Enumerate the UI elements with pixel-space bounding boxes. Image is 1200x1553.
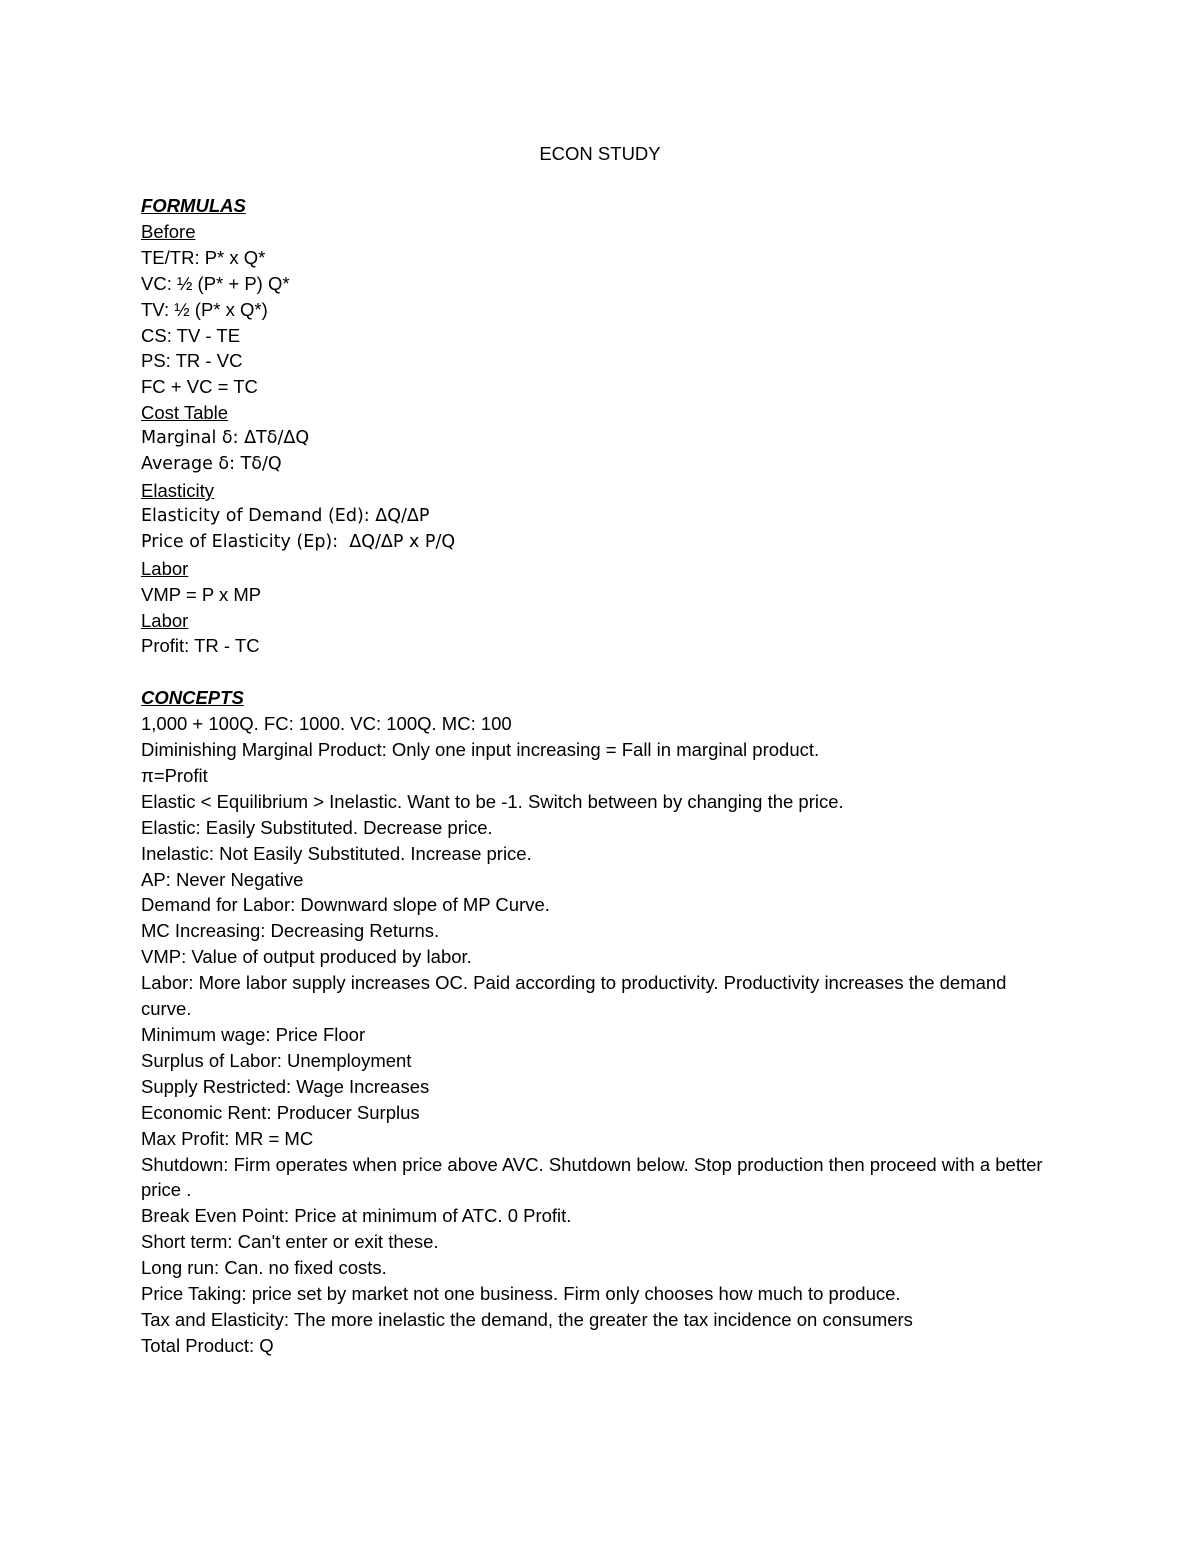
concept-line: Shutdown: Firm operates when price above AVC. Shutdown below. Stop production then proceed with a better price . <box>141 1153 1048 1201</box>
concept-line: MC Increasing: Decreasing Returns. <box>141 920 440 942</box>
formula-line: Average δ: Tδ/Q <box>141 454 282 475</box>
concept-line: Break Even Point: Price at minimum of ATC. 0 Profit. <box>141 1205 572 1227</box>
formula-line: FC + VC = TC <box>141 376 258 398</box>
document-title: ECON STUDY <box>539 143 661 164</box>
formula-line: Price of Elasticity (Ep): ΔQ/ΔP x P/Q <box>141 531 456 552</box>
concept-line: Minimum wage: Price Floor <box>141 1023 366 1045</box>
formula-line: VMP = P x MP <box>141 583 262 605</box>
formula-line: TE/TR: P* x Q* <box>141 246 266 268</box>
formula-line: TV: ½ (P* x Q*) <box>141 298 268 320</box>
concepts-heading: CONCEPTS <box>141 687 244 709</box>
concept-line: Tax and Elasticity: The more inelastic the demand, the greater the tax incidence on consumers <box>141 1308 913 1330</box>
document-body <box>141 193 1061 1359</box>
concept-line: Surplus of Labor: Unemployment <box>141 1049 412 1071</box>
formula-line: VC: ½ (P* + P) Q* <box>141 272 290 294</box>
concept-line: Elastic < Equilibrium > Inelastic. Want to be -1. Switch between by changing the price. <box>141 790 844 812</box>
labor-subheading: Labor <box>141 557 189 579</box>
formula-line: PS: TR - VC <box>141 350 243 372</box>
concept-line: Inelastic: Not Easily Substituted. Increase price. <box>141 842 532 864</box>
concept-line: 1,000 + 100Q. FC: 1000. VC: 100Q. MC: 100 <box>141 713 512 735</box>
formulas-heading: FORMULAS <box>141 195 246 216</box>
concept-line: Diminishing Marginal Product: Only one input increasing = Fall in marginal product. <box>141 739 820 761</box>
concept-line: VMP: Value of output produced by labor. <box>141 946 472 968</box>
concept-line: Long run: Can. no fixed costs. <box>141 1257 387 1279</box>
concept-line: Total Product: Q <box>141 1334 274 1356</box>
concept-line: Demand for Labor: Downward slope of MP Curve. <box>141 894 550 916</box>
formula-line: CS: TV - TE <box>141 324 241 346</box>
cost-table-subheading: Cost Table <box>141 402 229 424</box>
elasticity-subheading: Elasticity <box>141 479 214 501</box>
labor-subheading: Labor <box>141 609 189 631</box>
concept-line: Short term: Can't enter or exit these. <box>141 1231 439 1253</box>
concept-line: Supply Restricted: Wage Increases <box>141 1075 430 1097</box>
concept-line: AP: Never Negative <box>141 868 304 890</box>
concept-line: Labor: More labor supply increases OC. Paid according to productivity. Productivity increases the demand curve. <box>141 972 1012 1020</box>
formula-line: Profit: TR - TC <box>141 635 260 657</box>
concept-line: Max Profit: MR = MC <box>141 1127 314 1149</box>
concept-line: Economic Rent: Producer Surplus <box>141 1101 420 1123</box>
before-subheading: Before <box>141 220 196 242</box>
concept-line: Elastic: Easily Substituted. Decrease price. <box>141 816 493 838</box>
concept-line: Price Taking: price set by market not one business. Firm only chooses how much to produce. <box>141 1283 901 1305</box>
section-gap <box>141 659 1061 685</box>
concept-line: π=Profit <box>141 764 208 786</box>
formula-line: Marginal δ: ΔTδ/ΔQ <box>141 428 310 449</box>
formula-line: Elasticity of Demand (Ed): ΔQ/ΔP <box>141 505 430 526</box>
